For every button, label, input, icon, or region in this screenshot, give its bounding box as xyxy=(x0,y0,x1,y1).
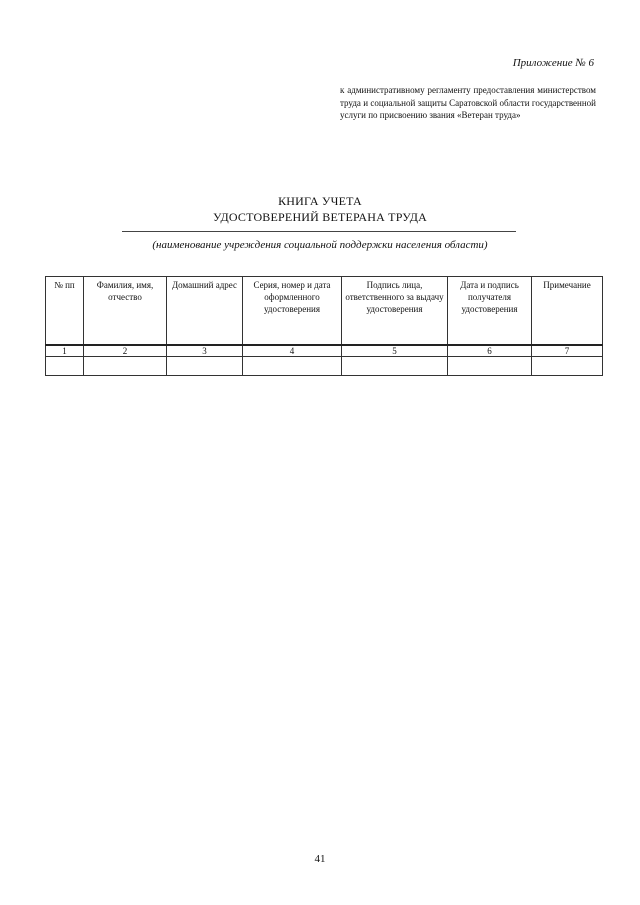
header-row xyxy=(46,277,603,346)
column-number: 7 xyxy=(532,345,603,357)
empty-cell xyxy=(532,357,603,376)
empty-cell xyxy=(46,357,84,376)
header-cell-note: Примечание xyxy=(532,277,603,346)
header-cell-recipient-signature: Дата и подпись получателя удостоверения xyxy=(448,277,532,346)
institution-caption: (наименование учреждения социальной поддержки населения области) xyxy=(152,239,488,251)
appendix-text: к административному регламенту предоставления министерством труда и социальной защиты Саратовской области государственной услуги по присвоению звания «Ветеран труда» xyxy=(340,85,596,120)
empty-cell xyxy=(448,357,532,376)
empty-cell xyxy=(243,357,342,376)
empty-cell xyxy=(84,357,167,376)
appendix-title: Приложение № 6 xyxy=(512,57,594,69)
header-cell-address: Домашний адрес xyxy=(167,277,243,346)
column-number: 2 xyxy=(84,345,167,357)
empty-entry-row xyxy=(46,357,603,376)
title-line-2: УДОСТОВЕРЕНИЙ ВЕТЕРАНА ТРУДА xyxy=(212,210,428,224)
header-cell-full-name: Фамилия, имя, отчество xyxy=(84,277,167,346)
column-number: 5 xyxy=(342,345,448,357)
column-number-row xyxy=(46,345,603,357)
column-number: 3 xyxy=(167,345,243,357)
ledger-table xyxy=(45,276,603,376)
document-title xyxy=(0,193,640,225)
header-cell-issuer-signature: Подпись лица, ответственного за выдачу удостоверения xyxy=(342,277,448,346)
header-cell-certificate: Серия, номер и дата оформленного удостоверения xyxy=(243,277,342,346)
empty-cell xyxy=(167,357,243,376)
column-number: 1 xyxy=(46,345,84,357)
column-number: 6 xyxy=(448,345,532,357)
column-number: 4 xyxy=(243,345,342,357)
empty-cell xyxy=(342,357,448,376)
institution-rule xyxy=(122,231,516,232)
header-cell-number: № пп xyxy=(46,277,84,346)
page-number: 41 xyxy=(314,853,326,865)
title-line-1: КНИГА УЧЕТА xyxy=(278,194,362,208)
